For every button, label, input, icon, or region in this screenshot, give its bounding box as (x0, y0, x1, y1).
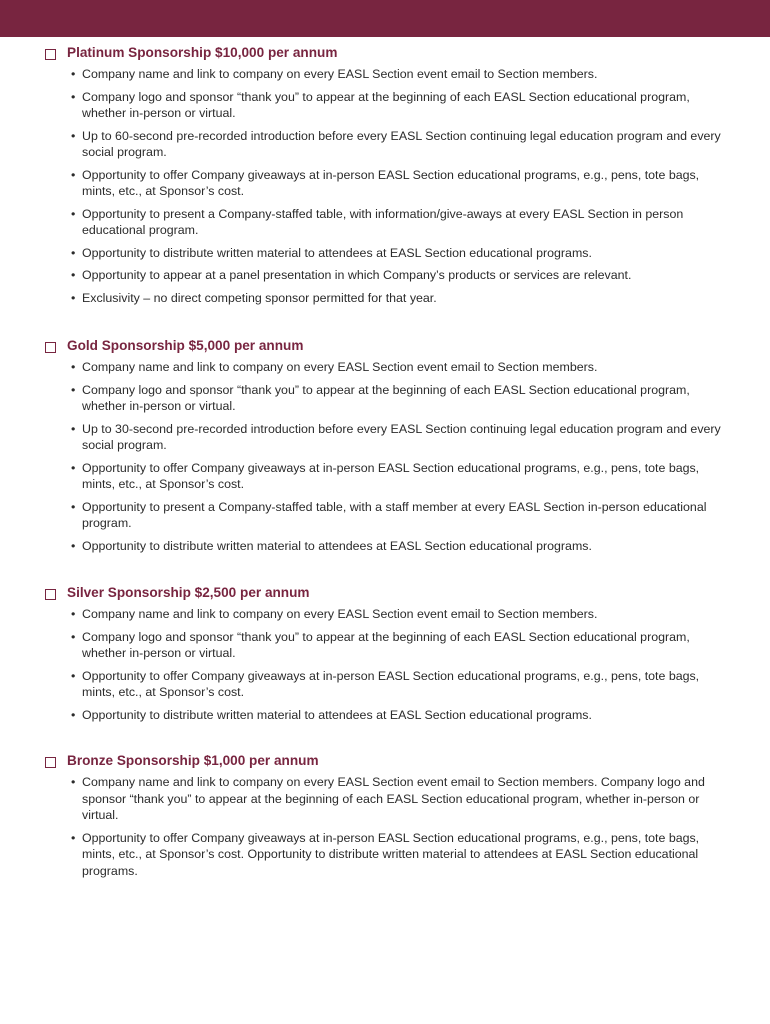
list-item: • Opportunity to offer Company giveaways at in-person EASL Section educational programs, e.g., pens, tote bags, mints, etc., at Sponsor’s cost. (71, 460, 700, 491)
bullet-icon: • (71, 245, 76, 260)
list-item: • Company logo and sponsor “thank you” to appear at the beginning of each EASL Section educational program, whether in-person or virtual. (71, 629, 690, 660)
bullet-icon: • (71, 538, 76, 553)
list-item: • Opportunity to present a Company-staffed table, with information/give-aways at every EASL Section in person educational program. (71, 206, 684, 237)
list-item: • Opportunity to distribute written material to attendees at EASL Section educational programs. (71, 538, 592, 553)
bullet-icon: • (71, 268, 76, 282)
tier-title-platinum: Platinum Sponsorship $10,000 per annum (67, 45, 338, 60)
bullet-icon: • (71, 360, 76, 374)
benefit-list-platinum (0, 66, 770, 306)
list-item: • Opportunity to offer Company giveaways at in-person EASL Section educational programs, e.g., pens, tote bags, mints, etc., at Sponsor’s cost. Opportunity to distribute written material to attendees at EASL Section educational programs. (71, 830, 700, 878)
bullet-icon: • (71, 668, 76, 683)
list-item: • Opportunity to offer Company giveaways at in-person EASL Section educational programs, e.g., pens, tote bags, mints, etc., at Sponsor’s cost. (71, 668, 700, 699)
tier-title-silver: Silver Sponsorship $2,500 per annum (67, 585, 310, 600)
tier-title-gold: Gold Sponsorship $5,000 per annum (67, 338, 304, 353)
list-item: • Up to 30-second pre-recorded introduction before every EASL Section continuing legal education program and every social program. (71, 421, 721, 452)
benefit-list-gold (0, 359, 770, 554)
bullet-icon: • (71, 460, 76, 475)
tier-header (0, 44, 770, 64)
bullet-icon: • (71, 89, 76, 104)
list-item: • Opportunity to distribute written material to attendees at EASL Section educational programs. (71, 707, 592, 722)
bullet-icon: • (71, 382, 76, 397)
header-bar (0, 0, 770, 37)
list-item: • Opportunity to offer Company giveaways at in-person EASL Section educational programs, e.g., pens, tote bags, mints, etc., at Sponsor’s cost. (71, 167, 700, 198)
bullet-icon: • (71, 607, 76, 621)
tier-silver (0, 584, 770, 723)
tier-header (0, 337, 770, 357)
list-item: • Up to 60-second pre-recorded introduction before every EASL Section continuing legal education program and every social program. (71, 128, 721, 159)
checkbox-platinum[interactable] (45, 49, 56, 60)
list-item: • Company name and link to company on every EASL Section event email to Section members. (71, 607, 598, 621)
list-item: • Company name and link to company on every EASL Section event email to Section members. (71, 360, 598, 374)
list-item: • Opportunity to present a Company-staffed table, with a staff member at every EASL Section in-person educational program. (71, 499, 707, 530)
list-item: • Exclusivity – no direct competing sponsor permitted for that year. (71, 290, 437, 305)
bullet-icon: • (71, 128, 76, 143)
checkbox-gold[interactable] (45, 342, 56, 353)
checkbox-silver[interactable] (45, 589, 56, 600)
tier-title-bronze: Bronze Sponsorship $1,000 per annum (67, 753, 319, 768)
bullet-icon: • (71, 67, 76, 81)
list-item: • Opportunity to distribute written material to attendees at EASL Section educational programs. (71, 245, 592, 260)
bullet-icon: • (71, 629, 76, 644)
bullet-icon: • (71, 775, 76, 789)
tier-platinum (0, 44, 770, 306)
bullet-icon: • (71, 206, 76, 221)
bullet-icon: • (71, 167, 76, 182)
list-item: • Company name and link to company on every EASL Section event email to Section members. Company logo and sponsor “thank you” to appear at the beginning of each EASL Section educational program, whether in-person or virtual. (71, 775, 705, 822)
bullet-icon: • (71, 707, 76, 722)
tier-header (0, 584, 770, 604)
list-item: • Company name and link to company on every EASL Section event email to Section members. (71, 67, 598, 81)
list-item: • Company logo and sponsor “thank you” to appear at the beginning of each EASL Section educational program, whether in-person or virtual. (71, 382, 690, 413)
bullet-icon: • (71, 421, 76, 436)
tier-header (0, 752, 770, 772)
bullet-icon: • (71, 499, 76, 514)
benefit-list-bronze (0, 774, 770, 879)
list-item: • Opportunity to appear at a panel presentation in which Company’s products or services are relevant. (71, 268, 632, 282)
checkbox-bronze[interactable] (45, 757, 56, 768)
bullet-icon: • (71, 290, 76, 305)
list-item: • Company logo and sponsor “thank you” to appear at the beginning of each EASL Section educational program, whether in-person or virtual. (71, 89, 690, 120)
bullet-icon: • (71, 830, 76, 845)
tier-bronze (0, 752, 770, 879)
tier-gold (0, 337, 770, 554)
benefit-list-silver (0, 606, 770, 723)
